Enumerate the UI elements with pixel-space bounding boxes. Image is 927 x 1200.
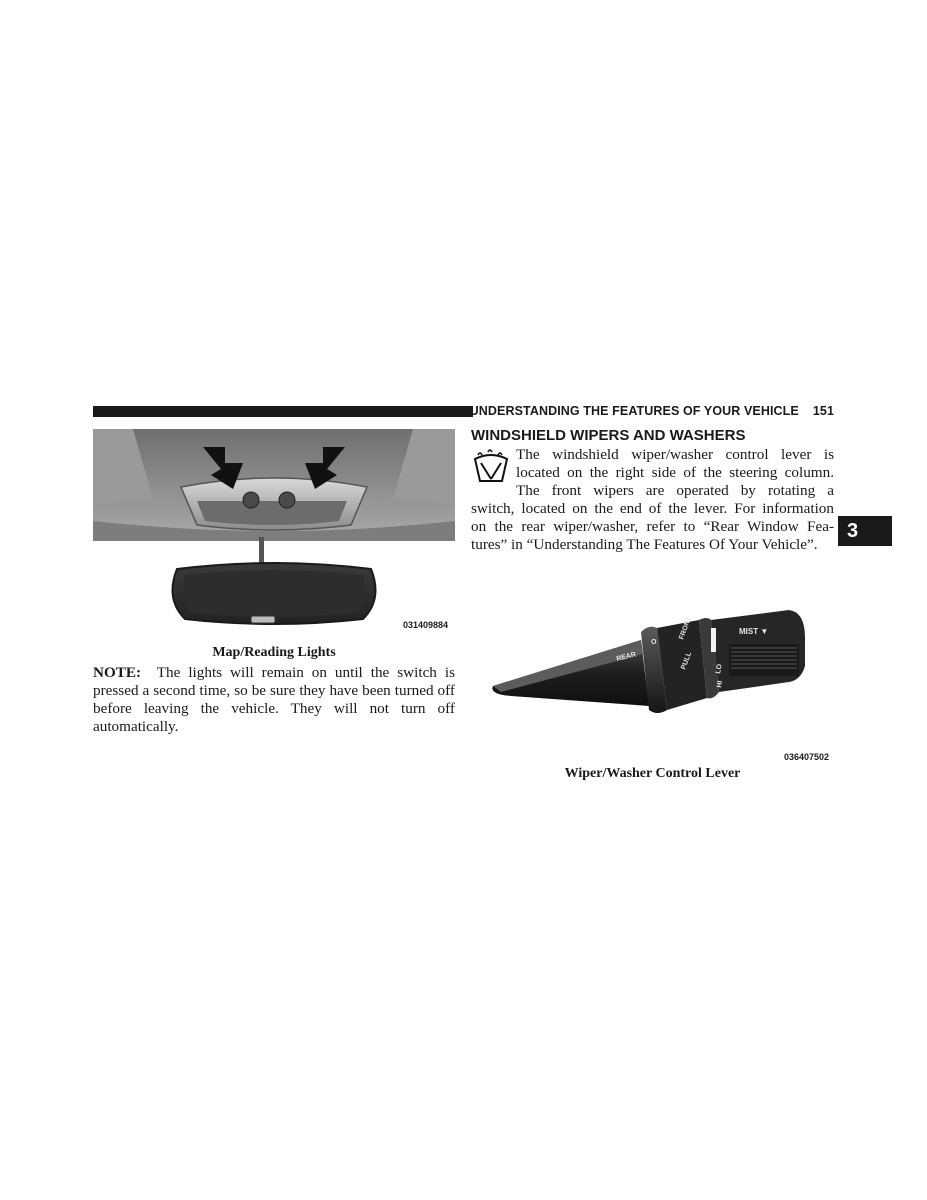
- figure-caption: Wiper/Washer Control Lever: [564, 766, 741, 781]
- note-text: The lights will remain on until the switch is pressed a second time, so be sure they have been turned off before leaving the vehicle. They will not turn off automatically.: [93, 664, 455, 735]
- note-label: NOTE:: [93, 664, 142, 681]
- text-line: located on the right side of the steering column.: [516, 464, 834, 481]
- wiper-lever-figure: [471, 558, 834, 766]
- windshield-wiper-icon: [472, 449, 510, 483]
- running-header: [469, 404, 834, 418]
- text-line: on the rear wiper/washer, refer to “Rear Window Fea-: [471, 518, 834, 535]
- text-line: switch, located on the end of the lever. For information: [471, 500, 834, 517]
- pull-label: PULL: [680, 651, 694, 671]
- wiper-lever-illustration: [471, 558, 834, 766]
- lo-label: LO: [715, 663, 724, 675]
- figure-id: 031409884: [403, 620, 449, 630]
- text-line: The front wipers are operated by rotating a: [516, 482, 834, 499]
- chapter-tab[interactable]: 3: [838, 516, 892, 546]
- page-number: 151: [812, 404, 834, 418]
- text-line: The windshield wiper/washer control lever is: [516, 446, 834, 463]
- note-paragraph: [93, 664, 455, 736]
- map-lights-figure: [93, 429, 455, 636]
- mist-label: MIST ▼: [739, 627, 769, 636]
- figure-id: 036407502: [784, 752, 830, 762]
- header-title: UNDERSTANDING THE FEATURES OF YOUR VEHICLE: [469, 404, 799, 418]
- hi-label: HI: [716, 680, 725, 689]
- wiper-paragraph-rest: [471, 500, 834, 554]
- map-lights-illustration: [93, 429, 455, 636]
- front-label: FRONT: [678, 615, 694, 641]
- figure-caption: Map/Reading Lights: [212, 645, 336, 660]
- off-label: O: [651, 639, 657, 646]
- header-rule: [93, 406, 473, 417]
- section-heading: WINDSHIELD WIPERS AND WASHERS: [471, 427, 746, 444]
- text-line: tures” in “Understanding The Features Of Your Vehicle”.: [471, 536, 818, 553]
- wiper-paragraph-intro: [516, 446, 834, 500]
- rear-label: REAR: [615, 651, 637, 663]
